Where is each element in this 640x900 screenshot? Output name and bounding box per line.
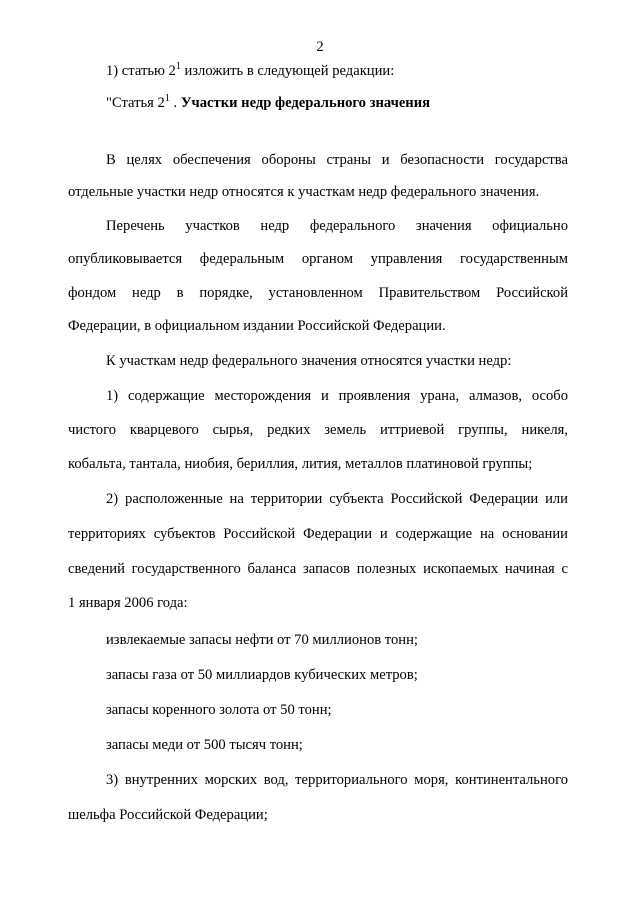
item2-line-3: сведений государственного баланса запасов полезных ископаемых начиная с xyxy=(68,561,568,577)
item1-line-3: кобальта, тантала, ниобия, бериллия, лития, металлов платиновой группы; xyxy=(68,456,533,472)
intro-line xyxy=(106,62,394,81)
article-heading xyxy=(106,94,430,113)
p3-line: К участкам недр федерального значения относятся участки недр: xyxy=(106,353,512,369)
item2-line-1: 2) расположенные на территории субъекта Российской Федерации или xyxy=(106,491,568,507)
item3-line-1: 3) внутренних морских вод, территориального моря, континентального xyxy=(106,772,568,788)
item2-line-2: территориях субъектов Российской Федерации и содержащие на основании xyxy=(68,526,568,542)
page-number: 2 xyxy=(316,39,324,55)
p2-line-2: опубликовывается федеральным органом управления государственным xyxy=(68,251,568,267)
intro-prefix: 1) статью 2 xyxy=(106,63,176,79)
item2-line-4: 1 января 2006 года: xyxy=(68,595,188,611)
p1-line-2: отдельные участки недр относятся к участкам недр федерального значения. xyxy=(68,184,540,200)
intro-superscript: 1 xyxy=(175,61,181,73)
item3-line-2: шельфа Российской Федерации; xyxy=(68,807,268,823)
article-heading-prefix: "Статья 2 xyxy=(106,95,165,111)
sub-item-copper: запасы меди от 500 тысяч тонн; xyxy=(106,737,303,753)
p2-line-1: Перечень участков недр федерального значения официально xyxy=(106,218,568,234)
item1-line-2: чистого кварцевого сырья, редких земель иттриевой группы, никеля, xyxy=(68,422,568,438)
sub-item-oil: извлекаемые запасы нефти от 70 миллионов тонн; xyxy=(106,632,418,648)
item1-line-1: 1) содержащие месторождения и проявления урана, алмазов, особо xyxy=(106,388,568,404)
sub-item-gas: запасы газа от 50 миллиардов кубических метров; xyxy=(106,667,418,683)
article-title: Участки недр федерального значения xyxy=(180,95,431,111)
article-heading-dot: . xyxy=(169,95,181,111)
article-heading-superscript: 1 xyxy=(164,93,170,105)
p2-line-3: фондом недр в порядке, установленном Правительством Российской xyxy=(68,285,568,301)
sub-item-gold: запасы коренного золота от 50 тонн; xyxy=(106,702,332,718)
p2-line-4: Федерации, в официальном издании Российской Федерации. xyxy=(68,318,446,334)
p1-line-1: В целях обеспечения обороны страны и безопасности государства xyxy=(106,152,568,168)
intro-suffix: изложить в следующей редакции: xyxy=(180,63,395,79)
